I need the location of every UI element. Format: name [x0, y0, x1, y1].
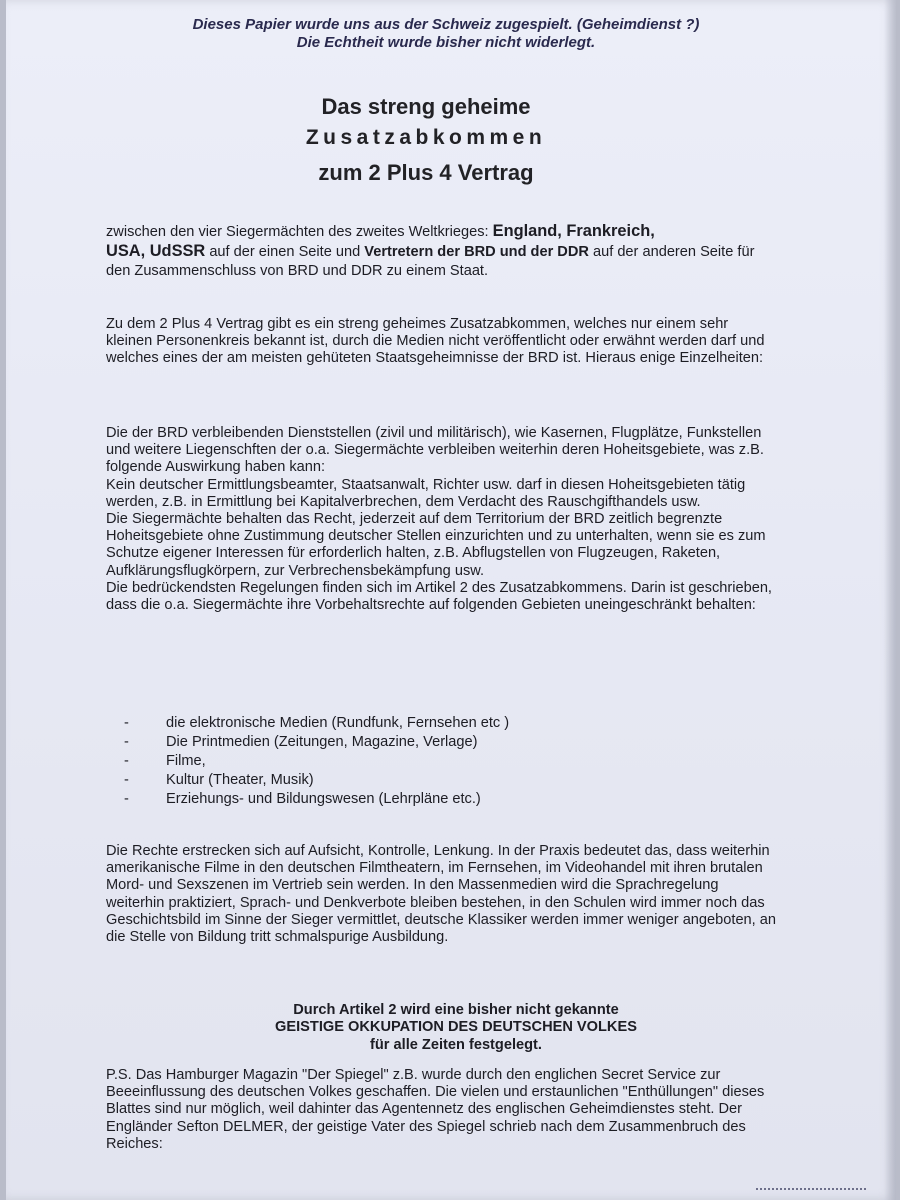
header-note-line-2: Die Echtheit wurde bisher nicht widerlegt. [296, 34, 596, 51]
occupation-statement [176, 1002, 736, 1054]
list-dash: - [124, 753, 129, 769]
postscript-paragraph: P.S. Das Hamburger Magazin "Der Spiegel" z.B. wurde durch den englichen Secret Service zur Beeeinflussung des deutschen Volkes geschaffen. Die vielen und erstaunlichen "Enthüllungen" dieses Blattes sind nur möglich, weil dahinter das Agentennetz des englischen Geheimdienstes steht. Der Engländer Sefton DELMER, der geistige Vater des Spiegel schrieb nach dem Zusammenbruch des Reiches: [106, 1067, 765, 1152]
main-paragraph-2: Kein deutscher Ermittlungsbeamter, Staatsanwalt, Richter usw. darf in diesen Hoheitsgebieten tätig werden, z.B. in Ermittlung bei Kapitalverbrechen, dem Verdacht des Rauschgifthandels usw. [106, 476, 746, 510]
list-item-text: die elektronische Medien (Rundfunk, Fernsehen etc ) [166, 715, 510, 731]
list-item [124, 752, 724, 771]
parties-states-a: England, Frankreich, [492, 222, 655, 240]
parties-suffix: auf der anderen Seite für den Zusammenschluss von BRD und DDR zu einem Staat. [106, 244, 755, 279]
list-item-text: Kultur (Theater, Musik) [166, 772, 314, 788]
list-item-text: Die Printmedien (Zeitungen, Magazine, Verlage) [166, 734, 478, 750]
occupation-line-2: GEISTIGE OKKUPATION DES DEUTSCHEN VOLKES [275, 1019, 637, 1036]
intro-paragraph: Zu dem 2 Plus 4 Vertrag gibt es ein streng geheimes Zusatzabkommen, welches nur einem sehr kleinen Personenkreis bekannt ist, durch die Medien nicht veröffentlicht oder erwähnt werden darf und welches eines der am meisten gehüteten Staatsgeheimnisse der BRD ist. Hieraus enige Einzelheiten: [106, 316, 765, 367]
header-note-line-1: Dieses Papier wurde uns aus der Schweiz zugespielt. (Geheimdienst ?) [192, 16, 700, 33]
list-dash: - [124, 791, 129, 807]
list-item-text: Filme, [166, 753, 206, 769]
list-dash: - [124, 734, 129, 750]
main-paragraph-4: Die bedrückendsten Regelungen finden sich im Artikel 2 des Zusatzabkommens. Darin ist geschrieben, dass die o.a. Siegermächte ihre Vorbehaltsrechte auf folgenden Gebieten uneingeschränkt behalten: [106, 579, 772, 614]
list-item [124, 771, 724, 790]
list-item [124, 714, 724, 733]
parties-prefix: zwischen den vier Siegermächten des zweites Weltkrieges: [106, 224, 493, 240]
occupation-line-1: Durch Artikel 2 wird eine bisher nicht gekannte [293, 1002, 619, 1018]
list-item-text: Erziehungs- und Bildungswesen (Lehrpläne etc.) [166, 791, 481, 807]
title-line-3: zum 2 Plus 4 Vertrag [318, 160, 534, 185]
parties-reps: Vertretern der BRD und der DDR [364, 244, 589, 260]
parties-states-b: USA, UdSSR [106, 242, 206, 260]
list-dash: - [124, 715, 129, 731]
list-item [124, 790, 724, 809]
list-dash: - [124, 772, 129, 788]
list-item [124, 733, 724, 752]
main-section [106, 425, 776, 614]
parties-paragraph [106, 222, 776, 281]
header-note [101, 16, 791, 52]
main-paragraph-3: Die Siegermächte behalten das Recht, jederzeit auf dem Territorium der BRD zeitlich begrenzte Hoheitsgebiete ohne Zustimmung deutscher Stellen einzurichten und zu unterhalten, wenn sie es zum Schutze eigener Interessen für erforderlich halten, z.B. Abflugstellen von Flugzeugen, Raketen, Aufklärungsflugkörpern, zur Verbrechensbekämpfung usw. [106, 511, 766, 579]
document-page [6, 0, 896, 1200]
rights-paragraph: Die Rechte erstrecken sich auf Aufsicht, Kontrolle, Lenkung. In der Praxis bedeutet das, dass weiterhin amerikanische Filme in den deutschen Filmtheatern, im Fernsehen, im Videohandel mit ihren brutalen Mord- und Sexszenen im Vertrieb sein werden. In den Massenmedien wird die Sprachregelung weiterhin praktiziert, Sprach- und Denkverbote bleiben bestehen, in den Schulen wird immer noch das Geschichtsbild im Sinne der Sieger vermittlet, deutsche Klassiker werden immer weniger angeboten, an die Stelle von Bildung tritt schmalspurige Ausbildung. [106, 843, 777, 946]
main-paragraph-1: Die der BRD verbleibenden Dienststellen (zivil und militärisch), wie Kasernen, Flugplätze, Funkstellen und weitere Liegenschften der o.a. Siegermächte verbleiben weiterhin deren Hoheitsgebiete, was z.B. folgende Auswirkung haben kann: [106, 425, 764, 476]
reserved-rights-list [124, 714, 724, 809]
occupation-line-3: für alle Zeiten festgelegt. [370, 1036, 542, 1053]
title-line-1: Das streng geheime [321, 94, 531, 119]
page-edge-shadow [884, 0, 896, 1200]
footer-dotted-line [756, 1188, 866, 1192]
parties-middle: auf der einen Seite und [205, 244, 365, 260]
title-line-2: Zusatzabkommen [305, 126, 547, 149]
